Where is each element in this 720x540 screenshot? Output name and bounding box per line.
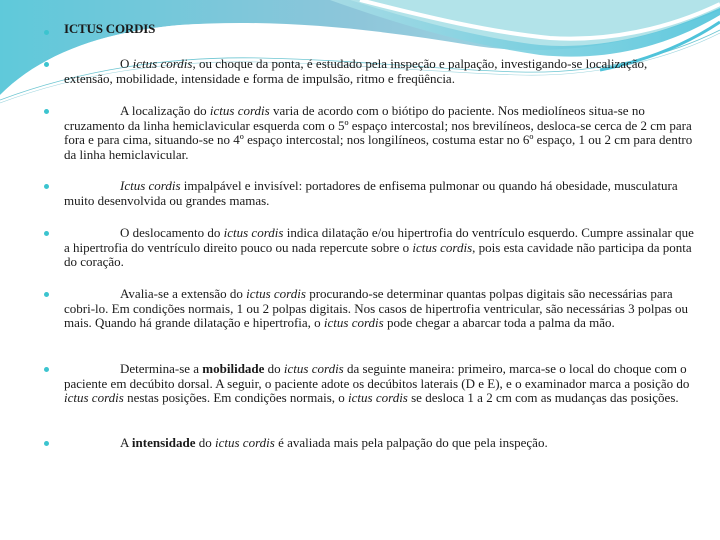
italic-term: ictus cordis [132, 56, 193, 71]
text-run: Determina-se a [120, 361, 203, 376]
text-run: impalpável e invisível: portadores de enfisema pulmonar ou quando há obesidade, musculatura muito desenvolvida ou grandes mamas. [64, 178, 678, 208]
text-run: O [120, 56, 133, 71]
bullet-paragraph-6 [64, 362, 694, 406]
text-run: A localização do [120, 103, 210, 118]
text-run: do [195, 435, 215, 450]
text-run: da seguinte maneira: primeiro, marca-se o local do choque com o paciente em decúbito dorsal. A seguir, o paciente adote os decúbitos laterais (D e E), e o examinador marca a posição do [64, 361, 690, 391]
text-run: varia de acordo com o biótipo do paciente. Nos mediolíneos situa-se no cruzamento da linha hemiclavicular esquerda com o 5º espaço intercostal; nos brevilíneos, desloca-se cerca de 2 cm para fora e para cima, situando-se no 4º espaço intercostal; nos longilíneos, costuma estar no 6º espaço, 1 ou 2 cm para dentro da linha hemiclavicular. [64, 103, 693, 162]
text-run: indica dilatação e/ou hipertrofia do ventrículo esquerdo. Cumpre assinalar que a hipertrofia do ventrículo direito pouco ou nada repercute sobre o [64, 225, 694, 255]
text-run: nestas posições. Em condições normais, o [123, 390, 349, 406]
bullet-dot-icon [44, 184, 49, 189]
italic-term: ictus cordis [64, 390, 124, 406]
italic-term: ictus cordis [246, 286, 306, 301]
italic-term: ictus cordis [215, 435, 275, 450]
bold-term: mobilidade [202, 361, 265, 376]
italic-term: ictus cordis [209, 103, 270, 118]
bullet-paragraph-2 [64, 104, 694, 162]
bold-term: intensidade [131, 435, 196, 450]
text-run: , ou choque da ponta, é estudado pela inspeção e palpação, investigando-se localização, extensão, mobilidade, intensidade e forma de impulsão, ritmo e freqüência. [64, 56, 648, 86]
bullet-dot-icon [44, 367, 49, 372]
bullet-dot-icon [44, 441, 49, 446]
text-run: é avaliada mais pela palpação do que pela inspeção. [274, 435, 548, 450]
text-run: pode chegar a abarcar toda a palma da mão. [383, 315, 615, 331]
slide-title [64, 22, 694, 37]
bullet-paragraph-5 [64, 287, 694, 331]
italic-term: ictus cordis [412, 239, 473, 255]
text-run: se desloca 1 a 2 cm com as mudanças das posições. [407, 390, 679, 406]
bullet-paragraph-7 [64, 436, 694, 451]
title-text: ICTUS CORDIS [64, 21, 156, 36]
italic-term: ictus cordis [283, 361, 344, 376]
text-run: A [120, 435, 132, 450]
text-run: procurando-se determinar quantas polpas digitais são necessárias para cobri-lo. Em condições normais, 1 ou 2 polpas digitais. Nos casos de hipertrofia ventricular, são necessárias 3 polpas ou mais. Quando há grande dilatação e hipertrofia, o [64, 286, 689, 331]
bullet-dot-icon [44, 30, 49, 35]
bullet-dot-icon [44, 62, 49, 67]
italic-term: ictus cordis [323, 315, 384, 331]
text-run: O deslocamento do [120, 225, 224, 240]
text-run: Avalia-se a extensão do [120, 286, 247, 301]
bullet-dot-icon [44, 292, 49, 297]
text-run: do [264, 361, 284, 376]
bullet-dot-icon [44, 231, 49, 236]
italic-term: ictus cordis [223, 225, 284, 240]
bullet-paragraph-1 [64, 57, 694, 86]
italic-term: ictus cordis [348, 390, 408, 406]
text-run: , pois esta cavidade não participa da ponta do coração. [64, 239, 692, 270]
italic-term: Ictus cordis [120, 178, 181, 193]
bullet-paragraph-3 [64, 179, 694, 208]
bullet-paragraph-4 [64, 226, 694, 270]
bullet-dot-icon [44, 109, 49, 114]
